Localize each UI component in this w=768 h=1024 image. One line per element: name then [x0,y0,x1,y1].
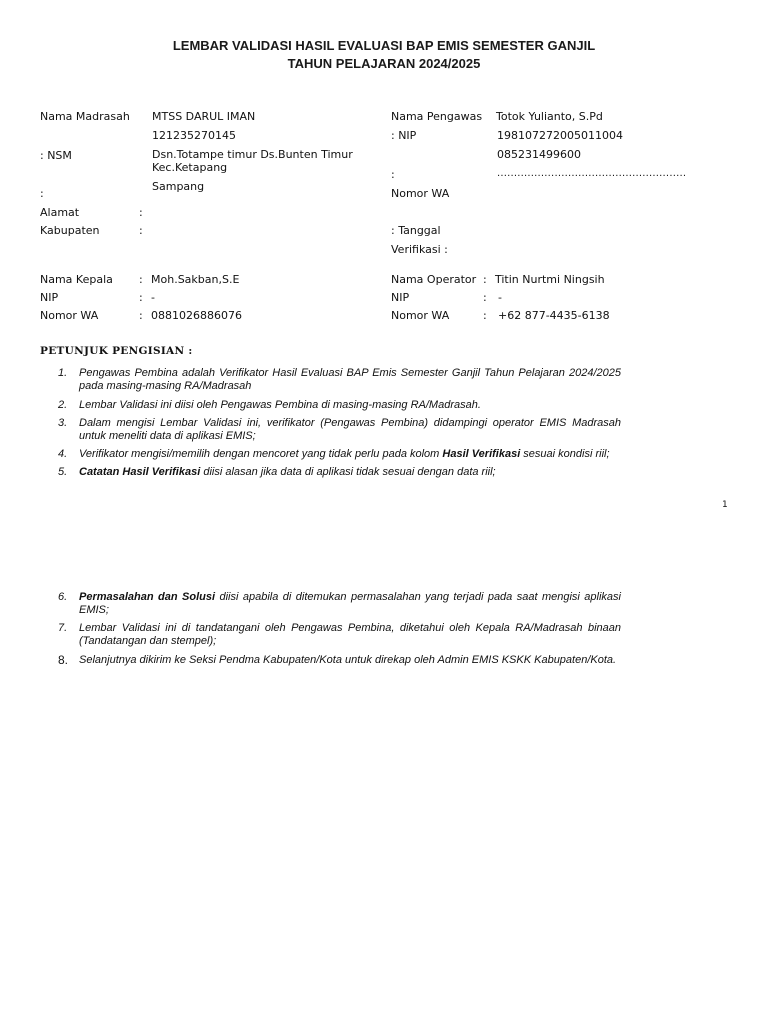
verifikasi-label: Verifikasi : [391,243,448,256]
instruction-number: 8. [58,653,69,667]
pengawas-nip-value: 198107272005011004 [497,129,623,142]
operator-wa-colon: : [483,309,487,322]
instruction-text: Lembar Validasi ini di tandatangani oleh Pengawas Pembina, diketahui oleh Kepala RA/Madrasah binaan (Tandatangan dan stempel); [79,622,621,647]
operator-nip-colon: : [483,291,487,304]
instructions-heading: PETUNJUK PENGISIAN : [40,345,193,357]
nama-operator-label: Nama Operator [391,273,477,286]
tanggal-dotted-line: ........................................................ [497,168,687,179]
kabupaten-value: Sampang [152,180,205,193]
nama-kepala-value: Moh.Sakban,S.E [151,273,240,286]
nama-operator-colon: : [483,273,487,286]
document-title-line-2: TAHUN PELAJARAN 2024/2025 [287,56,481,71]
tanggal-label: : Tanggal [391,224,441,237]
instruction-number: 3. [58,417,68,429]
kepala-wa-colon: : [139,309,143,322]
instruction-text: Dalam mengisi Lembar Validasi ini, verifikator (Pengawas Pembina) didampingi operator EMIS Madrasah untuk meneliti data di aplikasi EMIS; [79,417,621,442]
pengawas-nip-label: : NIP [391,129,417,142]
instruction-text [79,466,621,479]
document-title-line-1: LEMBAR VALIDASI HASIL EVALUASI BAP EMIS SEMESTER GANJIL [172,38,596,53]
nama-kepala-label: Nama Kepala [40,273,113,286]
nama-operator-value: Titin Nurtmi Ningsih [495,273,605,286]
instruction-bold-term: Hasil Verifikasi [442,448,521,460]
operator-nip-value: - [498,291,502,304]
nsm-label: : NSM [40,149,72,162]
alamat-value-line-2: Kec.Ketapang [152,161,228,174]
pengawas-nomor-wa-label: Nomor WA [391,187,450,200]
nama-madrasah-label: Nama Madrasah [40,110,130,123]
instruction-text-part: Verifikator mengisi/memilih dengan mencoret yang tidak perlu pada kolom [79,448,443,460]
operator-wa-label: Nomor WA [391,309,450,322]
nama-pengawas-value: Totok Yulianto, S.Pd [496,110,603,123]
kepala-nip-label: NIP [40,291,59,304]
instruction-number: 4. [58,448,68,460]
instruction-text-part: diisi apabila di ditemukan permasalahan yang terjadi pada saat mengisi aplikasi EMIS; [79,591,621,616]
instruction-bold-term: Permasalahan dan Solusi [79,591,216,603]
instruction-text: Pengawas Pembina adalah Verifikator Hasil Evaluasi BAP Emis Semester Ganjil Tahun Pelajaran 2024/2025 pada masing-masing RA/Madrasah [79,367,621,392]
instruction-number: 2. [58,399,68,411]
kabupaten-colon: : [139,224,143,237]
kepala-wa-value: 0881026886076 [151,309,242,322]
instruction-text-part: diisi alasan jika data di aplikasi tidak sesuai dengan data riil; [200,466,496,478]
instruction-text-part: sesuai kondisi riil; [520,448,610,460]
instruction-number: 5. [58,466,68,478]
instruction-number: 6. [58,591,68,603]
alamat-colon: : [139,206,143,219]
instruction-text [79,591,621,617]
stray-colon: : [40,187,44,200]
stray-colon-right: : [391,168,395,181]
nama-pengawas-label: Nama Pengawas [391,110,483,123]
page-number: 1 [722,500,728,510]
instruction-number: 7. [58,622,68,634]
instruction-bold-term: Catatan Hasil Verifikasi [79,466,201,478]
kepala-wa-label: Nomor WA [40,309,99,322]
nama-kepala-colon: : [139,273,143,286]
kepala-nip-colon: : [139,291,143,304]
kabupaten-label: Kabupaten [40,224,100,237]
instruction-text: Selanjutnya dikirim ke Seksi Pendma Kabupaten/Kota untuk direkap oleh Admin EMIS KSKK Kabupaten/Kota. [79,654,617,666]
pengawas-wa-value: 085231499600 [497,148,581,161]
instruction-text [79,448,621,461]
kepala-nip-value: - [151,291,155,304]
alamat-value-line-1: Dsn.Totampe timur Ds.Bunten Timur [152,148,353,161]
instruction-text: Lembar Validasi ini diisi oleh Pengawas Pembina di masing-masing RA/Madrasah. [79,399,481,411]
instruction-number: 1. [58,367,68,379]
operator-nip-label: NIP [391,291,410,304]
nsm-value: 121235270145 [152,129,236,142]
operator-wa-value: +62 877-4435-6138 [498,309,610,322]
nama-madrasah-value: MTSS DARUL IMAN [152,110,256,123]
alamat-label: Alamat [40,206,80,219]
